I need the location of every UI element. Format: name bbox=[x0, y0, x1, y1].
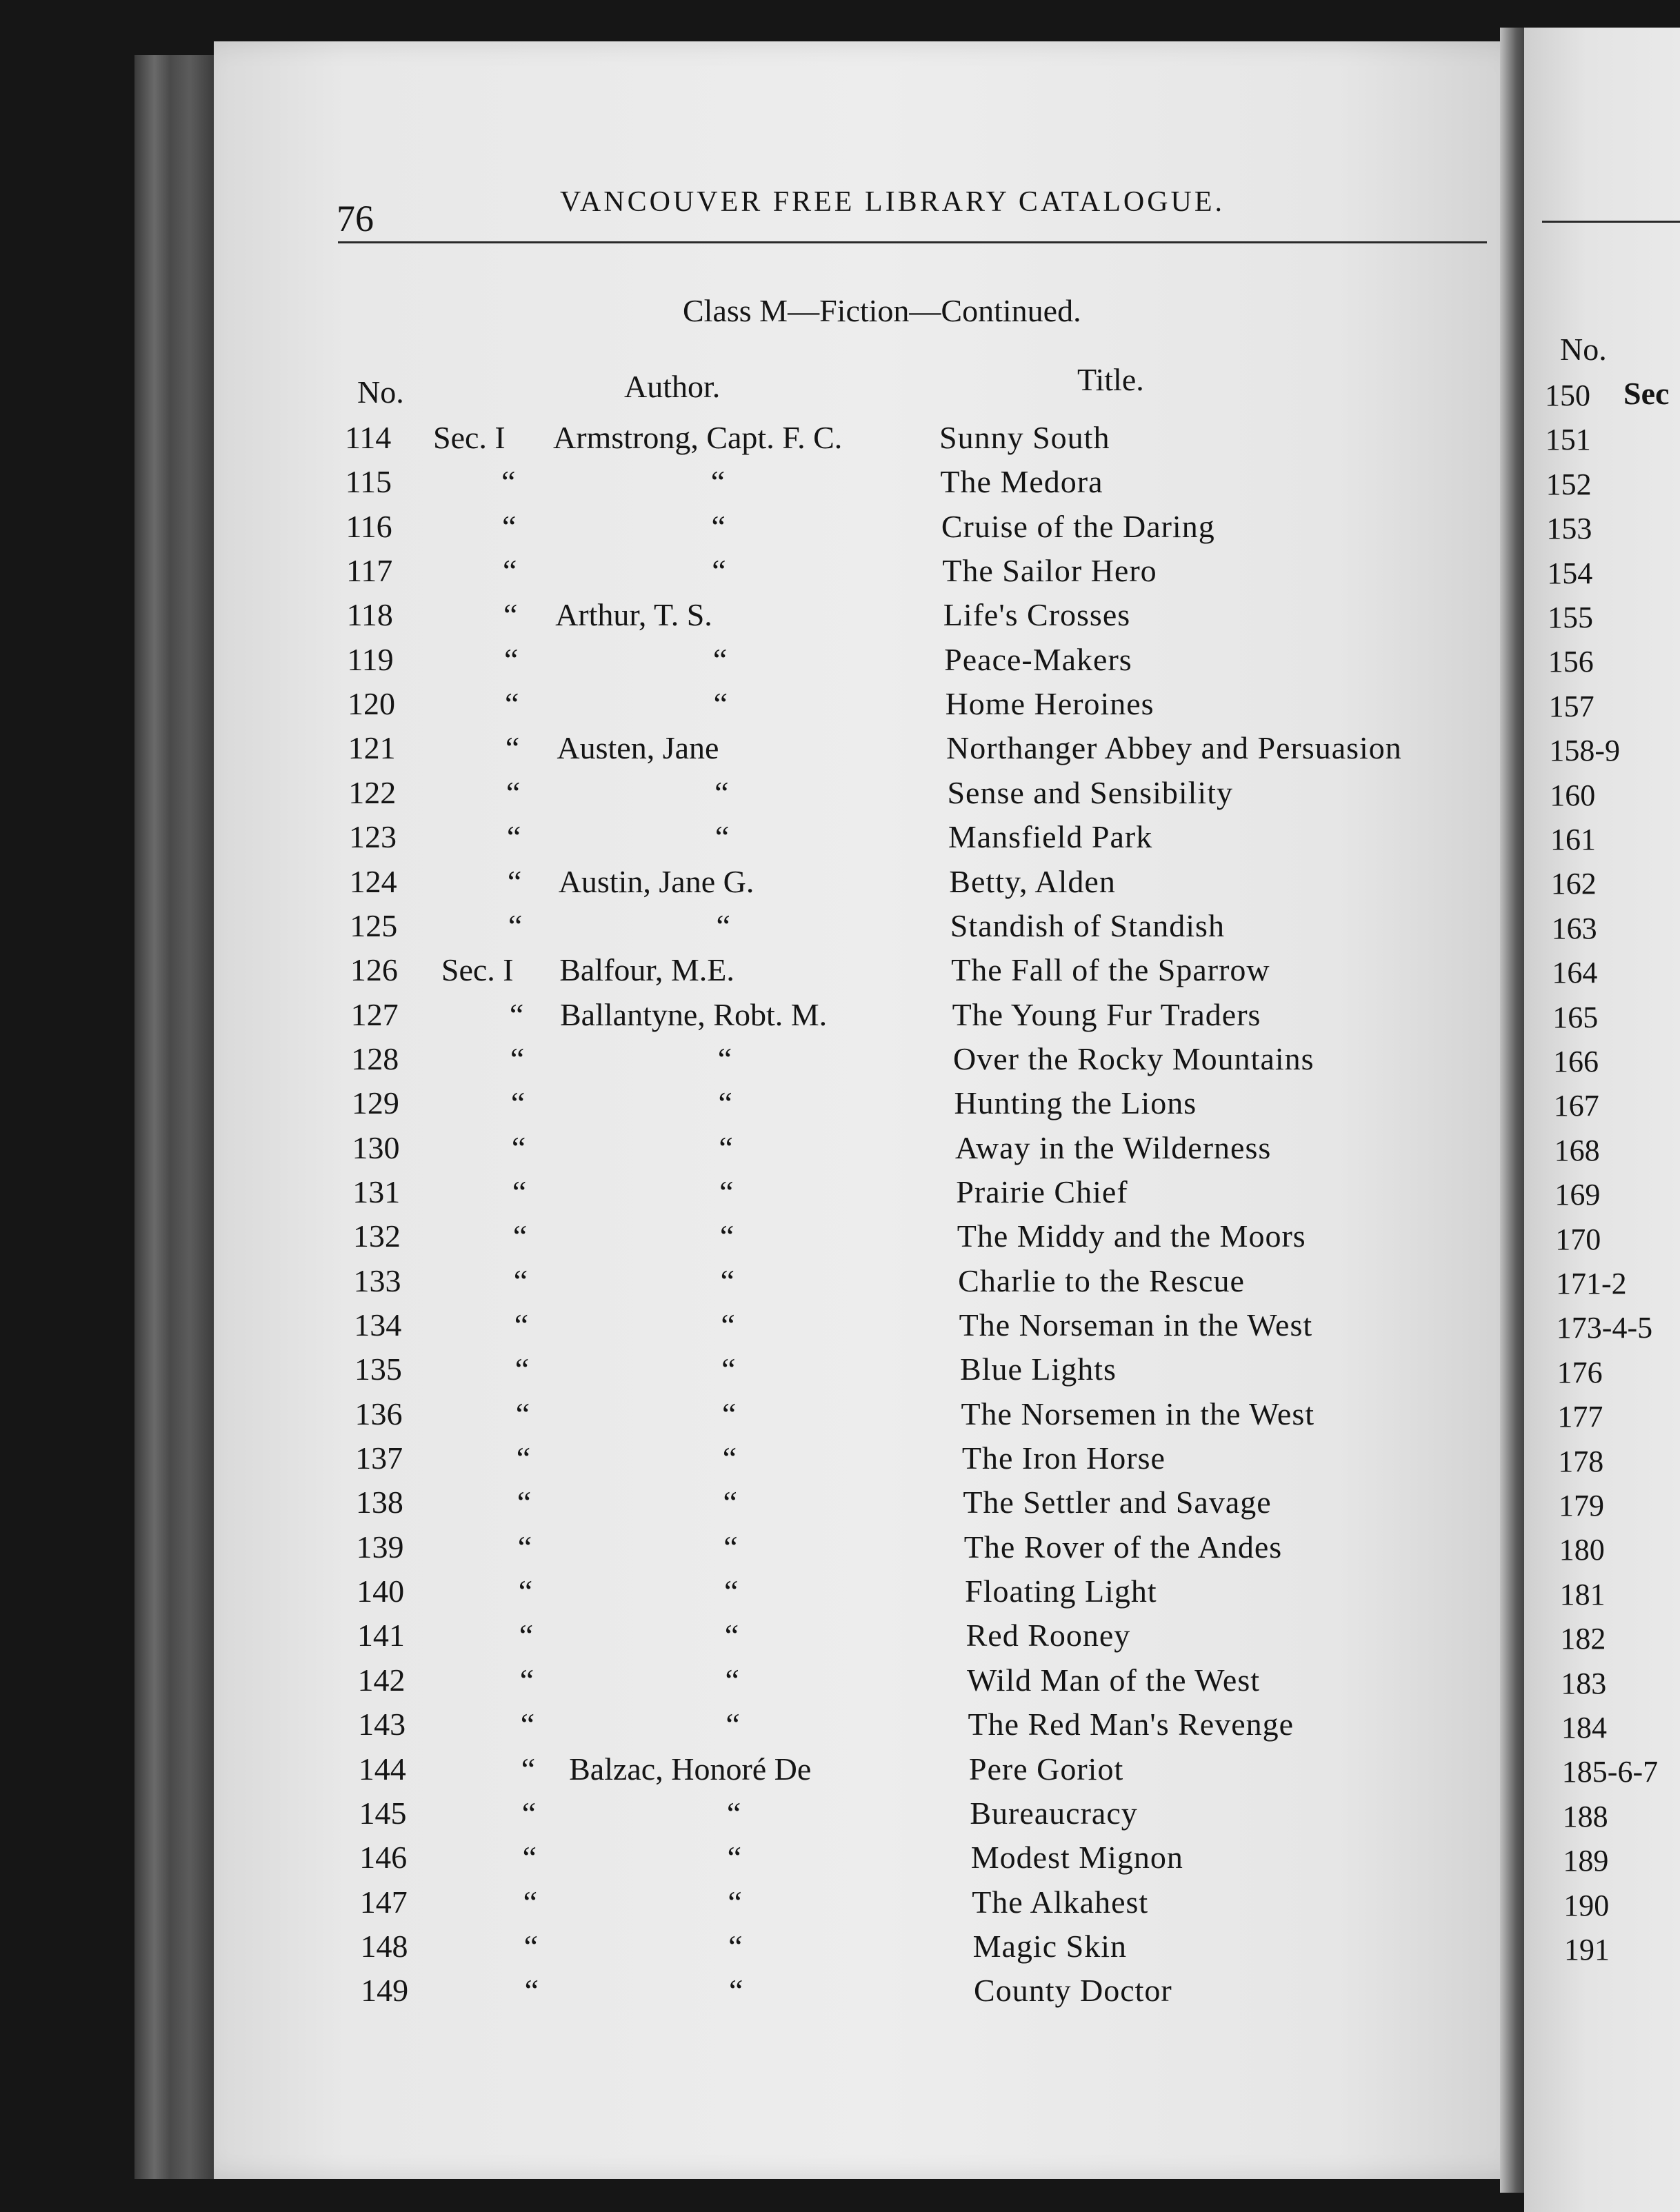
entry-number: 122 bbox=[348, 774, 397, 810]
entry-number: 142 bbox=[357, 1662, 406, 1698]
entry-number: 138 bbox=[355, 1485, 403, 1520]
entry-section: “ bbox=[516, 1440, 531, 1476]
entry-number: 130 bbox=[352, 1129, 400, 1165]
entry-title: Northanger Abbey and Persuasion bbox=[946, 730, 1402, 766]
right-entry-number: 182 bbox=[1560, 1622, 1606, 1656]
right-entry-number: 173-4-5 bbox=[1556, 1311, 1653, 1345]
entry-number: 149 bbox=[361, 1973, 409, 2009]
entry-author: “ bbox=[719, 1174, 734, 1209]
entry-number: 116 bbox=[346, 508, 392, 544]
entry-author: “ bbox=[723, 1529, 738, 1565]
entry-number: 132 bbox=[352, 1218, 401, 1254]
right-entry-number: 160 bbox=[1550, 778, 1596, 812]
entry-title: Floating Light bbox=[965, 1573, 1157, 1609]
entry-number: 128 bbox=[351, 1040, 399, 1076]
entry-author: Austen, Jane bbox=[557, 730, 719, 766]
entry-author: “ bbox=[727, 1840, 742, 1876]
entry-number: 133 bbox=[353, 1263, 401, 1298]
entry-title: Peace-Makers bbox=[944, 641, 1132, 677]
entry-author: “ bbox=[722, 1440, 737, 1476]
entry-number: 139 bbox=[356, 1529, 404, 1565]
entry-section: “ bbox=[515, 1396, 530, 1431]
right-entry-number: 151 bbox=[1545, 423, 1591, 457]
entry-title: The Young Fur Traders bbox=[952, 996, 1261, 1032]
entry-author: Arthur, T. S. bbox=[555, 597, 712, 633]
right-entry-number: 184 bbox=[1561, 1711, 1607, 1745]
entry-title: Sunny South bbox=[939, 420, 1110, 455]
right-entry-number: 163 bbox=[1551, 911, 1597, 945]
entry-title: Blue Lights bbox=[960, 1351, 1117, 1387]
entry-section: Sec. I bbox=[433, 420, 506, 455]
entry-author: “ bbox=[725, 1662, 739, 1698]
entry-author: “ bbox=[719, 1129, 733, 1165]
entry-number: 144 bbox=[358, 1751, 406, 1787]
page-number: 76 bbox=[337, 198, 374, 239]
entry-section: “ bbox=[510, 1085, 526, 1121]
entry-number: 145 bbox=[359, 1795, 407, 1831]
right-entry-number: 161 bbox=[1550, 823, 1596, 856]
right-entry-number: 157 bbox=[1548, 689, 1594, 723]
right-entry-number: 158-9 bbox=[1549, 734, 1621, 768]
entry-author: “ bbox=[726, 1707, 740, 1742]
entry-title: The Medora bbox=[940, 464, 1103, 500]
column-header-no: No. bbox=[357, 374, 404, 410]
entry-title: Pere Goriot bbox=[968, 1751, 1124, 1787]
entry-title: Hunting the Lions bbox=[954, 1085, 1197, 1121]
entry-author: “ bbox=[714, 774, 729, 810]
entry-title: County Doctor bbox=[974, 1973, 1172, 2009]
entry-number: 123 bbox=[348, 819, 397, 855]
entry-author: “ bbox=[717, 1040, 732, 1076]
entry-author: “ bbox=[714, 819, 730, 855]
right-entry-number: 167 bbox=[1553, 1089, 1599, 1123]
entry-number: 115 bbox=[345, 464, 392, 500]
running-title: VANCOUVER FREE LIBRARY CATALOGUE. bbox=[560, 186, 1226, 218]
entry-number: 119 bbox=[347, 641, 394, 677]
entry-title: The Iron Horse bbox=[961, 1440, 1166, 1476]
entry-number: 127 bbox=[350, 996, 399, 1032]
right-first-sec: Sec bbox=[1623, 376, 1670, 411]
entry-number: 125 bbox=[350, 907, 398, 943]
entry-author: Balfour, M.E. bbox=[559, 952, 734, 988]
entry-author: “ bbox=[710, 464, 726, 500]
header-rule bbox=[338, 241, 1487, 243]
entry-author: “ bbox=[713, 686, 728, 722]
entry-author: “ bbox=[724, 1573, 739, 1609]
entry-number: 136 bbox=[354, 1396, 403, 1431]
right-entry-number: 164 bbox=[1552, 956, 1598, 990]
right-entry-number: 183 bbox=[1561, 1666, 1607, 1700]
entry-title: Prairie Chief bbox=[956, 1174, 1128, 1209]
entry-title: Life's Crosses bbox=[943, 597, 1131, 633]
entry-section: Sec. I bbox=[441, 952, 514, 988]
entry-author: “ bbox=[728, 1884, 742, 1920]
entry-number: 120 bbox=[347, 686, 395, 722]
right-entry-number: 155 bbox=[1548, 601, 1593, 634]
entry-number: 131 bbox=[352, 1174, 401, 1209]
entry-author: Balzac, Honoré De bbox=[569, 1751, 812, 1787]
entry-number: 114 bbox=[345, 420, 392, 455]
entry-section: “ bbox=[519, 1618, 534, 1653]
right-entry-number: 152 bbox=[1546, 467, 1592, 501]
entry-number: 124 bbox=[349, 863, 397, 899]
right-entry-number: 156 bbox=[1548, 645, 1594, 679]
entry-title: Modest Mignon bbox=[970, 1840, 1183, 1876]
right-entry-number: 180 bbox=[1559, 1533, 1605, 1567]
right-entry-number: 188 bbox=[1562, 1799, 1608, 1833]
right-entry-number: 181 bbox=[1559, 1577, 1606, 1611]
entry-author: Ballantyne, Robt. M. bbox=[560, 996, 828, 1032]
entry-section: “ bbox=[522, 1840, 537, 1876]
entry-title: Betty, Alden bbox=[949, 863, 1116, 899]
entry-section: “ bbox=[513, 1263, 528, 1298]
entry-section: “ bbox=[501, 464, 516, 500]
entry-author: “ bbox=[723, 1485, 737, 1520]
entry-section: “ bbox=[517, 1529, 532, 1565]
entry-author: “ bbox=[716, 907, 730, 943]
column-header-author: Author. bbox=[624, 369, 721, 404]
entry-title: The Norseman in the West bbox=[959, 1307, 1313, 1343]
entry-title: Wild Man of the West bbox=[967, 1662, 1261, 1698]
right-entry-number: 189 bbox=[1563, 1844, 1609, 1878]
entry-author: “ bbox=[721, 1396, 737, 1431]
entry-number: 140 bbox=[357, 1573, 405, 1609]
entry-title: Bureaucracy bbox=[970, 1795, 1138, 1831]
right-entry-number: 165 bbox=[1552, 1000, 1599, 1034]
entry-section: “ bbox=[523, 1884, 538, 1920]
entry-section: “ bbox=[501, 508, 517, 544]
right-column-header-no: No. bbox=[1560, 332, 1607, 367]
entry-section: “ bbox=[503, 597, 518, 633]
right-entry-number: 171-2 bbox=[1556, 1267, 1627, 1300]
left-page bbox=[214, 41, 1534, 2179]
entry-title: The Settler and Savage bbox=[963, 1485, 1272, 1520]
entry-author: “ bbox=[728, 1973, 743, 2009]
entry-author: Armstrong, Capt. F. C. bbox=[553, 420, 843, 455]
entry-author: “ bbox=[712, 641, 728, 677]
right-entry-number: 185-6-7 bbox=[1561, 1755, 1659, 1789]
entry-section: “ bbox=[508, 907, 523, 943]
entry-number: 135 bbox=[354, 1351, 402, 1387]
right-entry-number: 166 bbox=[1553, 1045, 1599, 1078]
entry-section: “ bbox=[512, 1174, 527, 1209]
right-entry-number: 162 bbox=[1550, 867, 1597, 901]
entry-section: “ bbox=[519, 1662, 534, 1698]
entry-title: The Alkahest bbox=[972, 1884, 1149, 1920]
entry-title: The Rover of the Andes bbox=[963, 1529, 1283, 1565]
right-entry-number: 191 bbox=[1564, 1933, 1610, 1967]
entry-section: “ bbox=[505, 730, 520, 766]
entry-number: 147 bbox=[359, 1884, 408, 1920]
entry-title: The Fall of the Sparrow bbox=[951, 952, 1270, 988]
entry-number: 141 bbox=[357, 1618, 405, 1653]
entry-section: “ bbox=[506, 819, 521, 855]
entry-author: “ bbox=[726, 1795, 741, 1831]
entry-section: “ bbox=[503, 641, 519, 677]
entry-section: “ bbox=[507, 863, 522, 899]
entry-author: “ bbox=[712, 553, 726, 589]
entry-section: “ bbox=[510, 1040, 525, 1076]
entry-title: Charlie to the Rescue bbox=[958, 1263, 1245, 1298]
entry-author: “ bbox=[721, 1351, 736, 1387]
right-entry-number: 179 bbox=[1559, 1489, 1604, 1522]
entry-author: “ bbox=[724, 1618, 739, 1653]
entry-title: The Norsemen in the West bbox=[961, 1396, 1315, 1431]
entry-section: “ bbox=[521, 1795, 537, 1831]
entry-title: The Middy and the Moors bbox=[957, 1218, 1306, 1254]
column-header-title: Title. bbox=[1077, 362, 1144, 397]
book-spine bbox=[134, 55, 214, 2179]
entry-title: Away in the Wilderness bbox=[954, 1129, 1272, 1165]
right-entry-number: 150 bbox=[1545, 379, 1590, 412]
entry-number: 117 bbox=[346, 553, 393, 589]
entry-number: 146 bbox=[359, 1840, 408, 1876]
right-entry-number: 153 bbox=[1546, 512, 1592, 546]
entry-title: The Red Man's Revenge bbox=[968, 1707, 1294, 1742]
entry-title: Home Heroines bbox=[945, 686, 1154, 722]
entry-title: Standish of Standish bbox=[950, 907, 1225, 943]
entry-section: “ bbox=[517, 1485, 532, 1520]
entry-author: “ bbox=[720, 1263, 735, 1298]
entry-section: “ bbox=[523, 1928, 539, 1964]
entry-author: “ bbox=[721, 1307, 735, 1343]
entry-author: “ bbox=[728, 1928, 743, 1964]
entry-number: 126 bbox=[350, 952, 398, 988]
entry-title: Red Rooney bbox=[966, 1618, 1131, 1653]
entry-title: Cruise of the Daring bbox=[941, 508, 1215, 544]
entry-section: “ bbox=[514, 1351, 530, 1387]
entry-section: “ bbox=[514, 1307, 529, 1343]
right-entry-number: 177 bbox=[1557, 1400, 1603, 1434]
entry-section: “ bbox=[520, 1707, 535, 1742]
entry-author: Austin, Jane G. bbox=[558, 863, 754, 899]
entry-section: “ bbox=[518, 1573, 533, 1609]
entry-title: The Sailor Hero bbox=[942, 553, 1157, 589]
entry-author: “ bbox=[718, 1085, 732, 1121]
entry-section: “ bbox=[511, 1129, 526, 1165]
entry-number: 143 bbox=[358, 1707, 406, 1742]
entry-title: Sense and Sensibility bbox=[947, 774, 1233, 810]
entry-number: 137 bbox=[355, 1440, 403, 1476]
entry-number: 121 bbox=[348, 730, 396, 766]
right-entry-number: 190 bbox=[1563, 1888, 1610, 1922]
entry-title: Over the Rocky Mountains bbox=[953, 1040, 1314, 1076]
entry-section: “ bbox=[524, 1973, 539, 2009]
class-heading: Class M—Fiction—Continued. bbox=[683, 293, 1081, 328]
entry-number: 118 bbox=[346, 597, 393, 633]
right-entry-number: 154 bbox=[1547, 556, 1593, 590]
entry-number: 134 bbox=[354, 1307, 402, 1343]
entry-section: “ bbox=[506, 774, 521, 810]
entry-number: 148 bbox=[360, 1928, 408, 1964]
right-entry-number: 178 bbox=[1558, 1444, 1604, 1478]
entry-author: “ bbox=[711, 508, 726, 544]
entry-section: “ bbox=[521, 1751, 536, 1787]
right-entry-number: 176 bbox=[1557, 1355, 1603, 1389]
right-entry-number: 170 bbox=[1555, 1222, 1601, 1256]
entry-title: Mansfield Park bbox=[948, 819, 1153, 855]
entry-number: 129 bbox=[351, 1085, 399, 1121]
right-header-rule bbox=[1542, 221, 1680, 223]
entry-author: “ bbox=[719, 1218, 734, 1254]
entry-section: “ bbox=[509, 996, 524, 1032]
entry-title: Magic Skin bbox=[972, 1928, 1127, 1964]
right-entry-number: 169 bbox=[1554, 1178, 1601, 1212]
entry-section: “ bbox=[502, 553, 517, 589]
entry-section: “ bbox=[512, 1218, 528, 1254]
entry-section: “ bbox=[504, 686, 519, 722]
right-entry-number: 168 bbox=[1554, 1133, 1600, 1167]
